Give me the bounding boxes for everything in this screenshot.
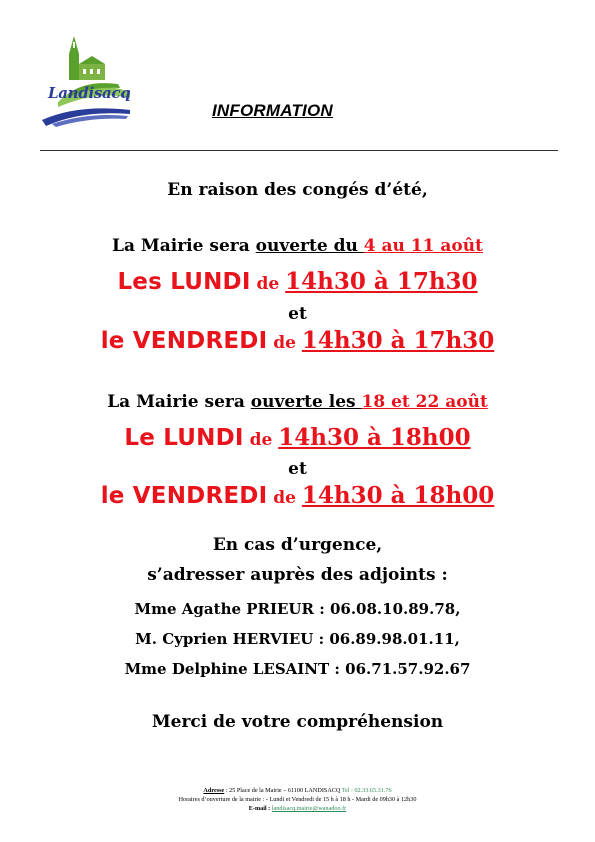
page-title: INFORMATION [212,101,333,120]
block1-lead [0,236,595,256]
block2-lead-dates: 18 et 22 août [361,392,488,412]
block1-row1-de: de [250,274,286,294]
footer-email [0,804,595,813]
block2-and: et [288,459,307,479]
block1-row2-day: le VENDREDI [100,328,268,354]
block1-row2 [0,327,595,354]
footer-hours: Horaires d’ouverture de la mairie : - Lundi et Vendredi de 15 h à 18 h - Mardi de 09h30 à 12h30 [178,796,417,803]
block2-row2-day: le VENDREDI [100,483,268,509]
footer-email-label: E-mail : [248,805,272,812]
block2-row1-de: de [243,430,279,450]
block2-lead-underline: ouverte les [250,392,362,412]
logo-text: Landisacq [48,84,131,102]
block1-row2-de: de [267,333,302,353]
footer-phone: Tel : 02.33.65.31.76 [341,787,392,794]
header-divider [40,150,558,151]
footer-address-text: : 25 Place de la Mairie – 61100 LANDISACQ [224,787,342,794]
block2-row1-day: Le LUNDI [124,425,244,451]
block1-lead-dates: 4 au 11 août [363,236,483,256]
intro-text: En raison des congés d’été, [167,180,428,200]
block1-row2-hours: 14h30 à 17h30 [301,327,495,354]
church-logo-icon [38,32,134,128]
contact-item: M. Cyprien HERVIEU : 06.89.98.01.11, [135,630,460,648]
block2-lead [0,392,595,412]
block1-and: et [288,304,307,324]
block1-row1-hours: 14h30 à 17h30 [285,268,478,295]
block2-row1 [0,424,595,451]
block1-row1 [0,268,595,295]
block2-lead-plain: La Mairie sera [107,392,251,412]
footer-address-label: Adresse [203,787,225,794]
block2-row2 [0,482,595,509]
landisacq-logo [38,32,134,128]
block2-row2-hours: 14h30 à 18h00 [301,482,495,509]
block1-row1-day: Les LUNDI [117,269,251,295]
contact-item: Mme Agathe PRIEUR : 06.08.10.89.78, [134,600,461,618]
block1-lead-plain: La Mairie sera [112,236,256,256]
contact-item: Mme Delphine LESAINT : 06.71.57.92.67 [124,660,471,678]
block2-row1-hours: 14h30 à 18h00 [278,424,471,451]
thanks-text: Merci de votre compréhension [151,712,444,732]
footer-email-link[interactable]: landisacq.mairie@wanadoo.fr [271,805,347,812]
urgency-line2: s’adresser auprès des adjoints : [147,565,448,585]
block1-lead-underline: ouverte du [255,236,364,256]
urgency-line1: En cas d’urgence, [212,535,383,555]
block2-row2-de: de [267,488,302,508]
footer-address [0,786,595,795]
